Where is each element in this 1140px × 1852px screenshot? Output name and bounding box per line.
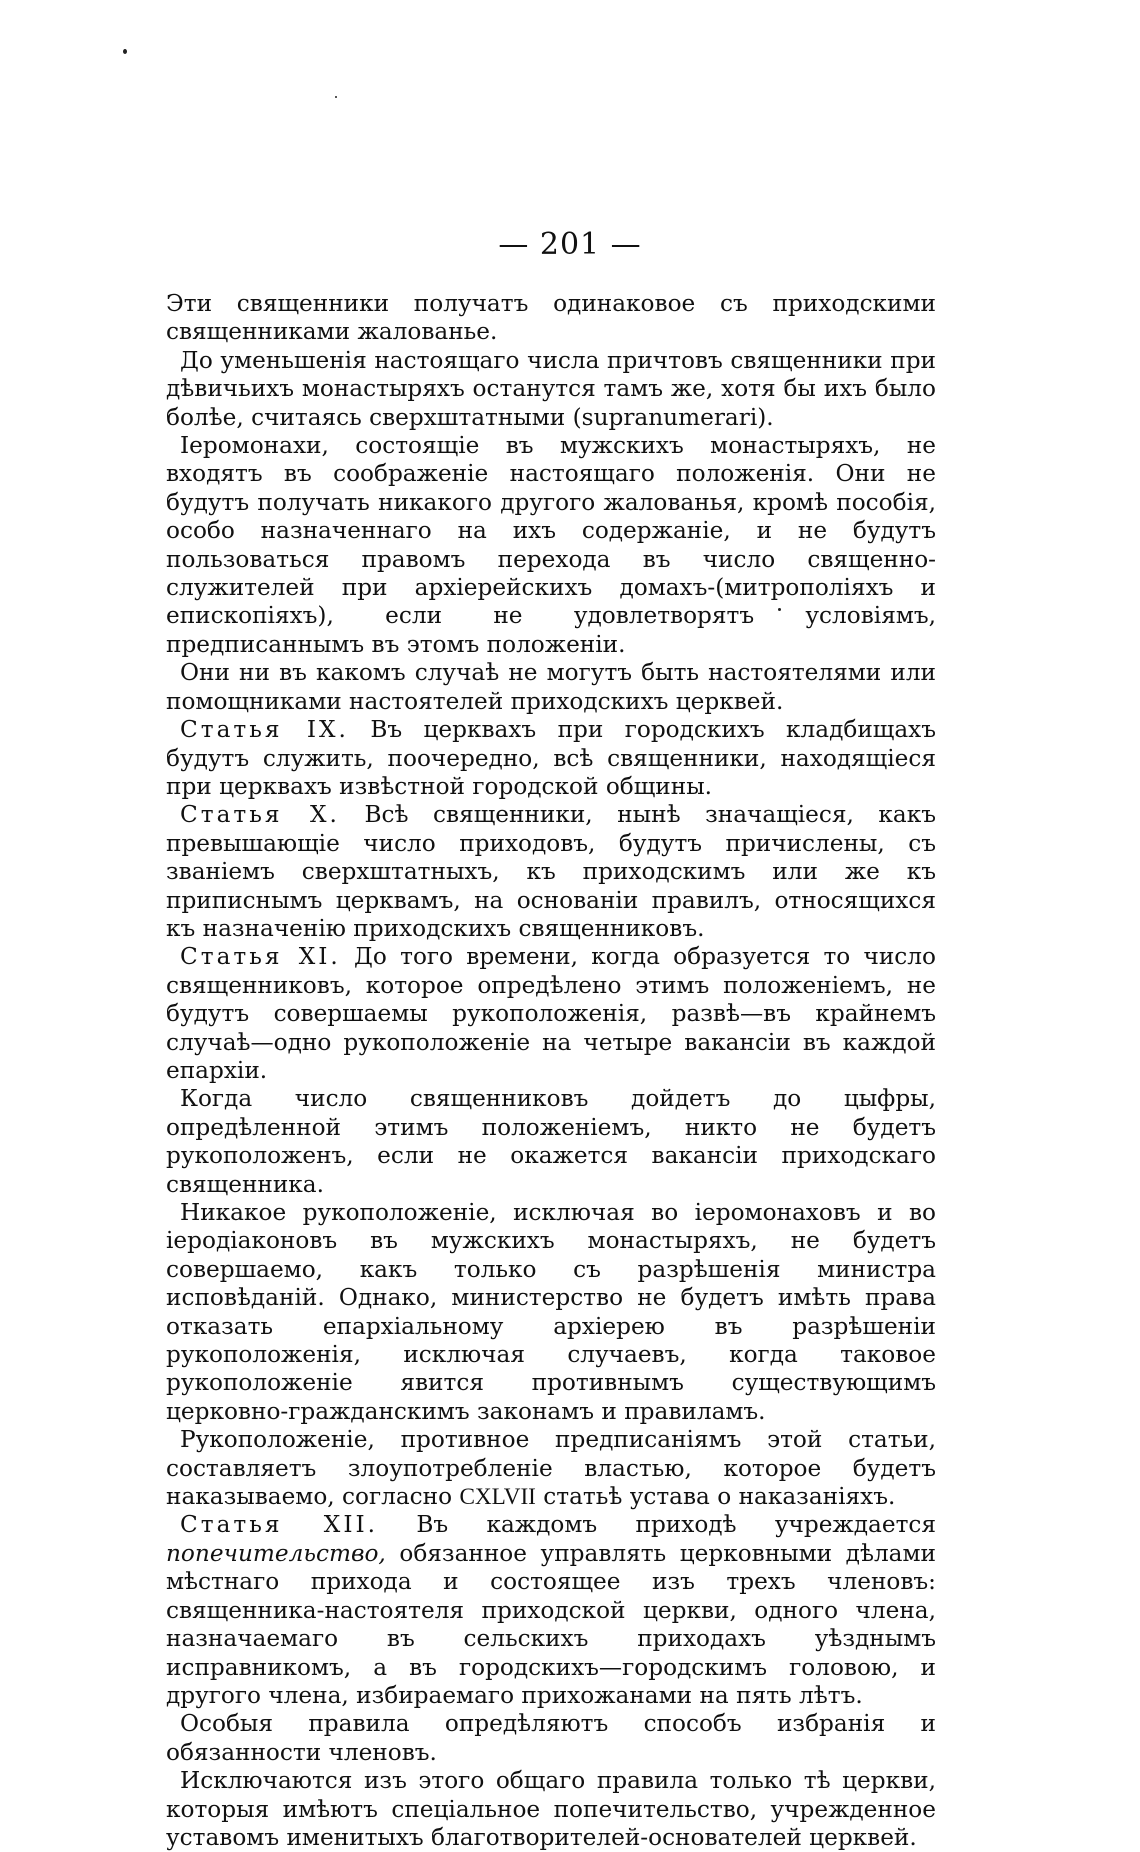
paragraph-text: Особыя правила опредѣляютъ способъ избранія и обязанности членовъ. — [166, 1710, 936, 1766]
article-paragraph — [166, 1511, 936, 1710]
paragraph — [166, 659, 936, 716]
paragraph — [166, 290, 936, 347]
scan-speck — [335, 96, 337, 98]
paragraph — [166, 1426, 936, 1511]
paragraph-text: обязанное управлять церковными дѣлами мѣстнаго прихода и состоящее изъ трехъ членовъ: священника-настоятеля приходской церкви, одного члена, назначаемаго въ сельскихъ приходахъ уѣзднымъ исправникомъ, а въ городскихъ—городскимъ головою, и другого члена, избираемаго прихожанами на пять лѣтъ. — [166, 1539, 936, 1709]
article-label: Статья X. — [180, 801, 340, 829]
paragraph — [166, 432, 936, 659]
paragraph-text: статьѣ устава о наказаніяхъ. — [543, 1483, 896, 1511]
paragraph-text: До уменьшенія настоящаго числа причтовъ священники при дѣвичьихъ монастыряхъ останутся тамъ же, хотя бы ихъ было болѣе, считаясь сверхштатными (supranumerari). — [166, 346, 936, 431]
article-label: Статья XII. — [180, 1511, 379, 1539]
paragraph-text: Когда число священниковъ дойдетъ до цыфры, опредѣленной этимъ положеніемъ, никто не будетъ рукоположенъ, если не окажется вакансіи приходскаго священника. — [166, 1085, 936, 1198]
article-paragraph — [166, 716, 936, 801]
paragraph-text: Никакое рукоположеніе, исключая во іеромонаховъ и во іеродіаконовъ въ мужскихъ монастыряхъ, не будетъ совершаемо, какъ только съ разрѣшенія министра исповѣданій. Однако, министерство не будетъ имѣть права отказать епархіальному архіерею въ разрѣшеніи рукоположенія, исключая случаевъ, когда таковое рукоположеніе явится противнымъ существующимъ церковно-гражданскимъ законамъ и правиламъ. — [166, 1199, 936, 1425]
roman-numeral: CXLVII — [459, 1484, 536, 1511]
paragraph-text: Въ церквахъ при городскихъ кладбищахъ будутъ служить, поочередно, всѣ священники, находящіеся при церквахъ извѣстной городской общины. — [166, 716, 936, 800]
paragraph-text: Всѣ священники, нынѣ значащіеся, какъ превышающіе число приходовъ, будутъ причислены, съ званіемъ сверхштатныхъ, къ приходскимъ или же къ приписнымъ церквамъ, на основаніи правилъ, относящихся къ назначенію приходскихъ священниковъ. — [166, 801, 936, 942]
article-label: Статья IX. — [180, 716, 349, 744]
article-label: Статья XI. — [180, 943, 341, 971]
document-body — [166, 290, 936, 1852]
paragraph-text: До того времени, когда образуется то число священниковъ, которое опредѣлено этимъ положеніемъ, не будутъ совершаемы рукоположенія, развѣ—въ крайнемъ случаѣ—одно рукоположеніе на четыре вакансіи въ каждой епархіи. — [166, 943, 936, 1084]
article-paragraph — [166, 801, 936, 943]
paragraph — [166, 347, 936, 432]
paragraph-text: Іеромонахи, состоящіе въ мужскихъ монастыряхъ, не входятъ въ соображеніе настоящаго положенія. Они не будутъ получать никакого другого жалованья, кромѣ пособія, особо назначеннаго на ихъ содержаніе, и не будутъ пользоваться правомъ перехода въ число священно-служителей при архіерейскихъ домахъ-(митрополіяхъ и епископіяхъ), если не удовлетворятъ условіямъ, предписаннымъ въ этомъ положеніи. — [166, 432, 936, 658]
paragraph-text: Они ни въ какомъ случаѣ не могутъ быть настоятелями или помощниками настоятелей приходскихъ церквей. — [166, 659, 936, 715]
paragraph — [166, 1199, 936, 1426]
paragraph-text: Рукоположеніе, противное предписаніямъ этой статьи, составляетъ злоупотребленіе властью, которое будетъ наказываемо, согласно — [166, 1426, 936, 1511]
page-number: — 201 — — [498, 227, 642, 262]
paragraph-text: Въ каждомъ приходѣ учреждается — [416, 1511, 937, 1539]
scan-speck — [123, 49, 127, 54]
paragraph-text: Эти священники получатъ одинаковое съ приходскими священниками жалованье. — [166, 290, 936, 346]
article-paragraph — [166, 943, 936, 1085]
emphasized-term: попечительство, — [166, 1539, 386, 1567]
paragraph — [166, 1085, 936, 1199]
paragraph — [166, 1767, 936, 1852]
paragraph — [166, 1710, 936, 1767]
paragraph-text: Исключаются изъ этого общаго правила только тѣ церкви, которыя имѣютъ спеціальное попечительство, учрежденное уставомъ именитыхъ благотворителей-основателей церквей. — [166, 1767, 936, 1851]
